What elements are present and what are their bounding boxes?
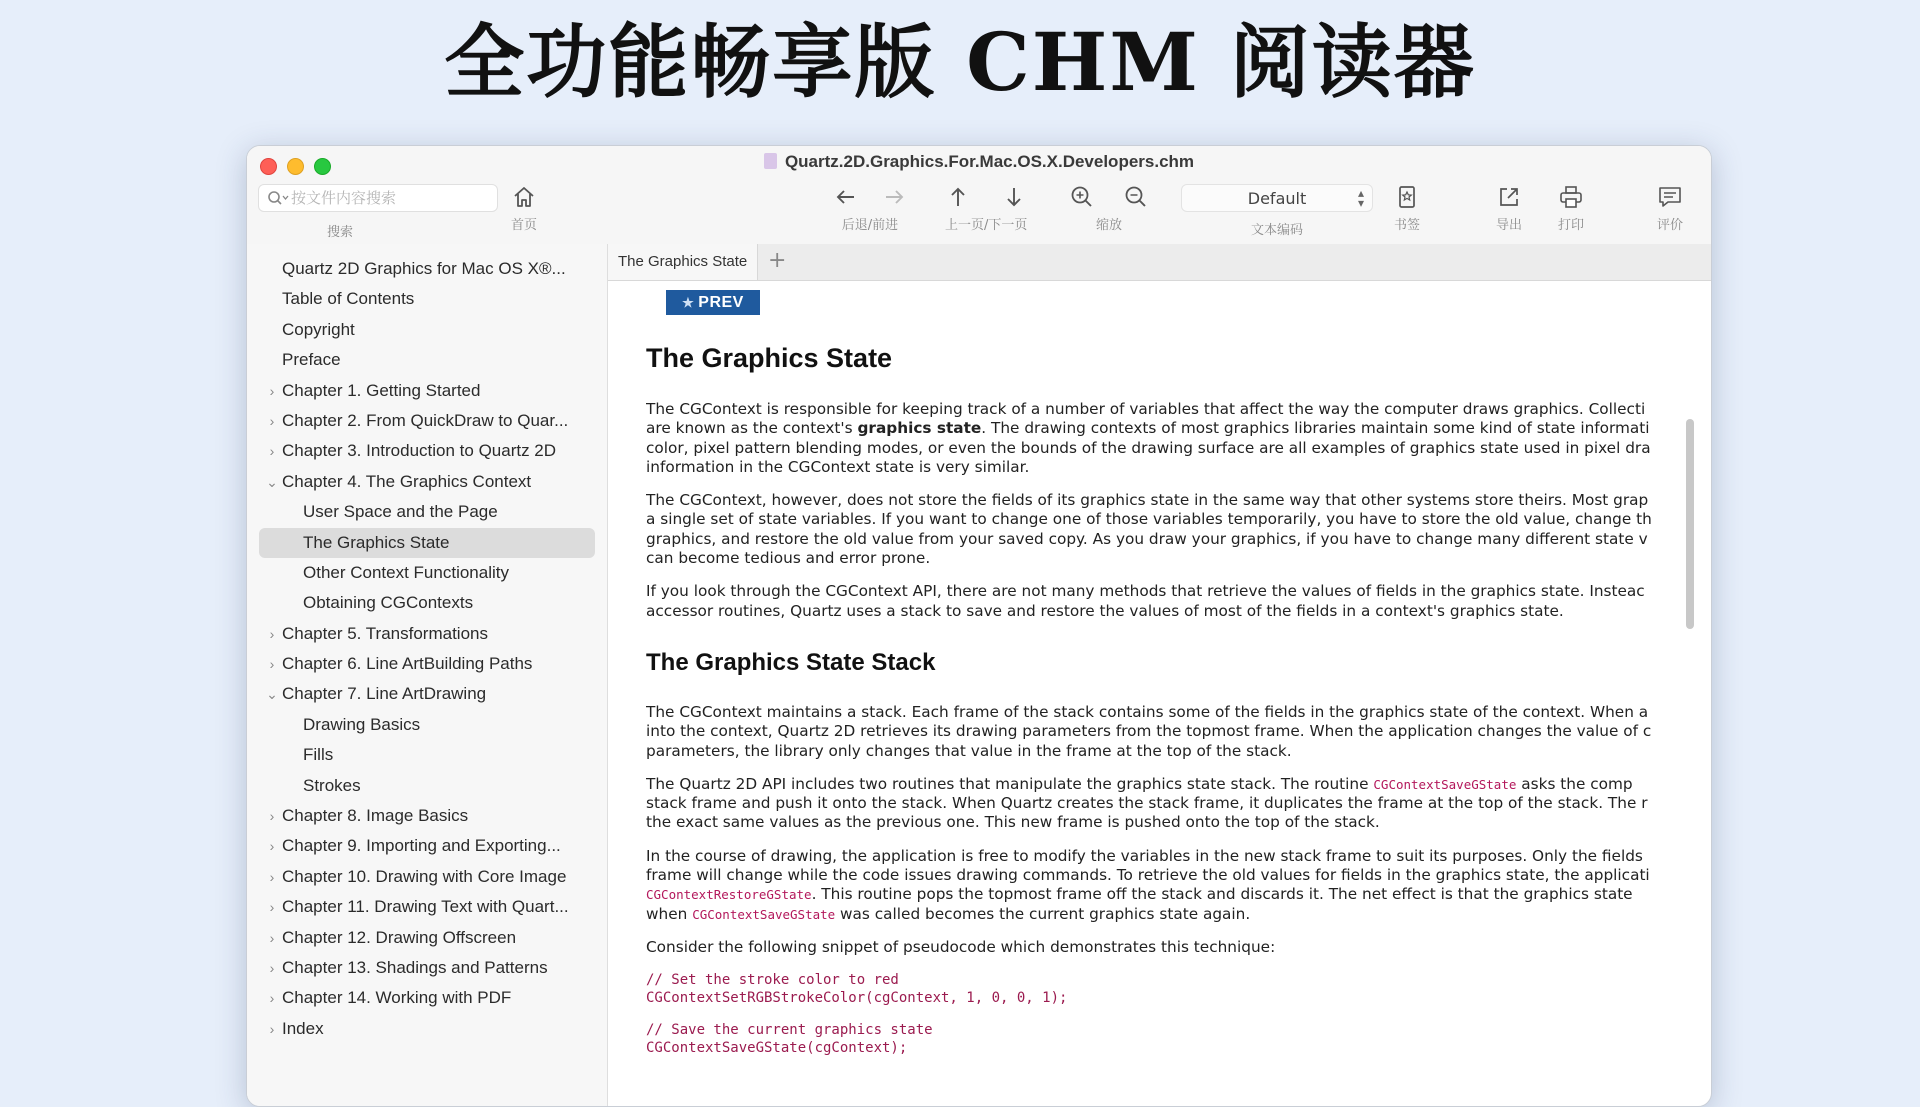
paragraph: If you look through the CGContext API, there are not many methods that retrieve the values of fields in the graphics state. Insteac accessor routines, Quartz uses a stack to save and restore the values of most of the fields in a context's graphics state.: [646, 582, 1645, 620]
print-tool[interactable]: [1558, 182, 1584, 233]
toc-item-label: Chapter 14. Working with PDF: [282, 988, 512, 1008]
toc-item[interactable]: [247, 345, 607, 375]
export-icon[interactable]: [1496, 184, 1522, 210]
review-label: 评价: [1657, 218, 1684, 233]
toc-item[interactable]: [259, 528, 595, 558]
toc-item-label: Chapter 3. Introduction to Quartz 2D: [282, 441, 557, 461]
toc-item-label: Chapter 6. Line ArtBuilding Paths: [282, 654, 533, 674]
add-tab-button[interactable]: +: [768, 248, 787, 273]
forward-arrow-icon[interactable]: [881, 184, 907, 210]
toc-item-label: Chapter 5. Transformations: [282, 623, 488, 643]
prev-next-label: 上一页/下一页: [945, 218, 1028, 233]
chevron-right-icon[interactable]: ›: [269, 990, 275, 1007]
chevron-right-icon[interactable]: ›: [269, 656, 275, 673]
toc-item-label: Chapter 8. Image Basics: [282, 806, 469, 826]
toc-item[interactable]: [247, 740, 607, 770]
toc-item-label: Index: [282, 1018, 324, 1038]
bookmark-icon[interactable]: [1394, 184, 1420, 210]
toc-item-label: Chapter 11. Drawing Text with Quart...: [282, 897, 569, 917]
paragraph: The Quartz 2D API includes two routines that manipulate the graphics state stack. The routine CGContextSaveGState asks the comp stack frame and push it onto the stack. When Quartz creates the stack frame, it duplicates the frame at the top of the stack. The r the exact same values as the previous one. This new frame is pushed onto the top of the stack.: [646, 774, 1648, 832]
bookmark-tool[interactable]: [1394, 182, 1420, 233]
toc-list: [247, 254, 607, 1044]
toc-item-label: Other Context Functionality: [303, 562, 509, 582]
toc-item[interactable]: [247, 649, 607, 679]
back-arrow-icon[interactable]: [833, 184, 859, 210]
toc-item-label: Chapter 10. Drawing with Core Image: [282, 866, 567, 886]
toc-item-label: Drawing Basics: [303, 714, 421, 734]
chevron-right-icon[interactable]: ›: [269, 959, 275, 976]
toc-item-label: Fills: [303, 745, 334, 765]
chevron-down-icon[interactable]: ⌄: [266, 473, 278, 490]
paragraph: The CGContext, however, does not store the fields of its graphics state in the same way that other systems store theirs. Most grap a single set of state variables. If you want to change one of those variables temporarily, you have to store the old value, change th graphics, and restore the old value from your saved copy. As you draw your graphics, if you have to change many different state v can become tedious and error prone.: [646, 491, 1652, 568]
article: [646, 343, 1697, 1071]
toc-item[interactable]: [247, 284, 607, 314]
document-content: [608, 281, 1697, 1106]
chevron-right-icon[interactable]: ›: [269, 929, 275, 946]
toc-item-label: Chapter 4. The Graphics Context: [282, 471, 532, 491]
export-label: 导出: [1496, 218, 1523, 233]
toc-item[interactable]: [247, 1014, 607, 1044]
chevron-right-icon[interactable]: ›: [269, 625, 275, 642]
toc-item-label: Chapter 2. From QuickDraw to Quar...: [282, 410, 569, 430]
promo-banner-title: 全功能畅享版 CHM 阅读器: [444, 14, 1476, 109]
toc-item-label: Strokes: [303, 775, 361, 795]
star-icon: ★: [682, 295, 695, 310]
home-icon[interactable]: [511, 184, 537, 210]
review-tool[interactable]: [1657, 182, 1683, 233]
toc-item[interactable]: [247, 436, 607, 466]
toc-item-label: Chapter 12. Drawing Offscreen: [282, 927, 517, 947]
print-label: 打印: [1558, 218, 1585, 233]
toc-item-label: Obtaining CGContexts: [303, 593, 474, 613]
toc-item[interactable]: [247, 376, 607, 406]
toc-item-label: Chapter 1. Getting Started: [282, 380, 481, 400]
page-title: The Graphics State: [646, 343, 893, 373]
vertical-scrollbar[interactable]: [1686, 419, 1694, 629]
encoding-select[interactable]: Default ▴ ▾: [1181, 184, 1373, 212]
document-icon: [764, 153, 777, 169]
toc-item[interactable]: [247, 588, 607, 618]
toc-item-label: Chapter 7. Line ArtDrawing: [282, 684, 487, 704]
toc-item-label: Chapter 13. Shadings and Patterns: [282, 957, 548, 977]
chevron-right-icon[interactable]: ›: [269, 868, 275, 885]
toc-item[interactable]: [247, 467, 607, 497]
toc-item-label: Quartz 2D Graphics for Mac OS X®...: [282, 259, 566, 278]
toc-item-label: Table of Contents: [282, 289, 415, 309]
toc-item[interactable]: [247, 315, 607, 345]
search-label-wrap: [327, 219, 353, 240]
prev-next-page-tool: [945, 182, 1027, 233]
chevron-right-icon[interactable]: ›: [269, 899, 275, 916]
encoding-label: 文本编码: [1250, 223, 1303, 238]
toc-item[interactable]: [247, 558, 607, 588]
toc-item[interactable]: [247, 953, 607, 983]
back-forward-tool: [833, 182, 907, 233]
updown-chevron-icon: ▴ ▾: [1357, 186, 1364, 210]
arrow-down-icon[interactable]: [1001, 184, 1027, 210]
toc-item[interactable]: [247, 406, 607, 436]
paragraph: Consider the following snippet of pseudocode which demonstrates this technique:: [646, 937, 1276, 956]
chevron-right-icon[interactable]: ›: [269, 382, 275, 399]
search-box[interactable]: [258, 184, 498, 212]
chevron-right-icon[interactable]: ›: [269, 412, 275, 429]
toc-item[interactable]: [247, 801, 607, 831]
toc-item-label: Copyright: [282, 319, 355, 339]
prev-button[interactable]: ★ PREV: [666, 290, 760, 315]
code-link[interactable]: CGContextSaveGState: [1373, 776, 1517, 792]
toc-item[interactable]: [247, 831, 607, 861]
home-label: 首页: [511, 218, 538, 233]
tab-bar: [608, 244, 1711, 281]
paragraph: The CGContext maintains a stack. Each frame of the stack contains some of the fields in the graphics state of the context. When a into the context, Quartz 2D retrieves its drawing parameters from the topmost frame. When the application changes the value of c parameters, the library only changes that value in the frame at the top of the stack.: [646, 702, 1652, 760]
home-tool[interactable]: [511, 182, 537, 233]
export-tool[interactable]: [1496, 182, 1522, 233]
search-icon: [267, 190, 289, 206]
paragraph: The CGContext is responsible for keeping track of a number of variables that affect the way the computer draws graphics. Collecti are known as the context's graphics state. The drawing contexts of most graphics libraries maintain some kind of state informati color, pixel pattern blending modes, or even the bounds of the drawing surface are all examples of graphics state used in pixel dra information in the CGContext state is very similar.: [646, 400, 1651, 476]
back-forward-label: 后退/前进: [841, 218, 899, 233]
titlebar: [247, 146, 1711, 245]
tab-the-graphics-state[interactable]: The Graphics State: [608, 244, 758, 280]
speech-bubble-icon[interactable]: [1657, 184, 1683, 210]
chevron-right-icon[interactable]: ›: [269, 808, 275, 825]
toc-item[interactable]: [247, 923, 607, 953]
toc-sidebar: [247, 244, 608, 1106]
toc-item[interactable]: [247, 983, 607, 1013]
toc-item[interactable]: [247, 497, 607, 527]
zoom-label: 缩放: [1095, 218, 1122, 233]
chevron-down-icon[interactable]: ⌄: [266, 686, 278, 703]
code-block: // Save the current graphics state CGContextSaveGState(cgContext);: [646, 1022, 933, 1057]
window-title: Quartz.2D.Graphics.For.Mac.OS.X.Developers.chm: [247, 152, 1711, 172]
toc-item-label: User Space and the Page: [303, 502, 498, 522]
toc-item[interactable]: [247, 254, 607, 284]
chevron-right-icon[interactable]: ›: [269, 1020, 275, 1037]
search-label: 搜索: [327, 225, 354, 240]
code-link[interactable]: CGContextRestoreGState: [646, 887, 812, 903]
toc-item[interactable]: [247, 862, 607, 892]
paragraph: In the course of drawing, the application is free to modify the variables in the new stack frame to suit its purposes. Only the fields frame will change while the code issues drawing commands. To retrieve the old values for fields in the graphics state, the applicati CGContextRestoreGState. This routine pops the topmost frame off the stack and discards it. The net effect is that the graphics state when CGContextSaveGState was called becomes the current graphics state again.: [646, 846, 1650, 923]
section-heading: The Graphics State Stack: [646, 648, 936, 676]
arrow-up-icon[interactable]: [945, 184, 971, 210]
app-window: [246, 145, 1712, 1107]
toc-item[interactable]: [247, 710, 607, 740]
zoom-in-icon[interactable]: [1069, 184, 1095, 210]
toc-item[interactable]: [247, 679, 607, 709]
code-block: // Set the stroke color to red CGContextSetRGBStrokeColor(cgContext, 1, 0, 0, 1);: [646, 972, 1068, 1007]
bookmark-label: 书签: [1394, 218, 1421, 233]
toc-item-label: Chapter 9. Importing and Exporting...: [282, 836, 561, 856]
print-icon[interactable]: [1558, 184, 1584, 210]
code-link[interactable]: CGContextSaveGState: [692, 906, 836, 922]
toc-item-label: Preface: [282, 350, 341, 370]
toc-item[interactable]: [247, 619, 607, 649]
zoom-out-icon[interactable]: [1123, 184, 1149, 210]
chevron-right-icon[interactable]: ›: [269, 838, 275, 855]
toc-item[interactable]: [247, 771, 607, 801]
toc-item-label: The Graphics State: [303, 532, 450, 552]
toc-item[interactable]: [247, 892, 607, 922]
zoom-tool: [1069, 182, 1149, 233]
chevron-right-icon[interactable]: ›: [269, 443, 275, 460]
search-input[interactable]: [289, 188, 483, 208]
